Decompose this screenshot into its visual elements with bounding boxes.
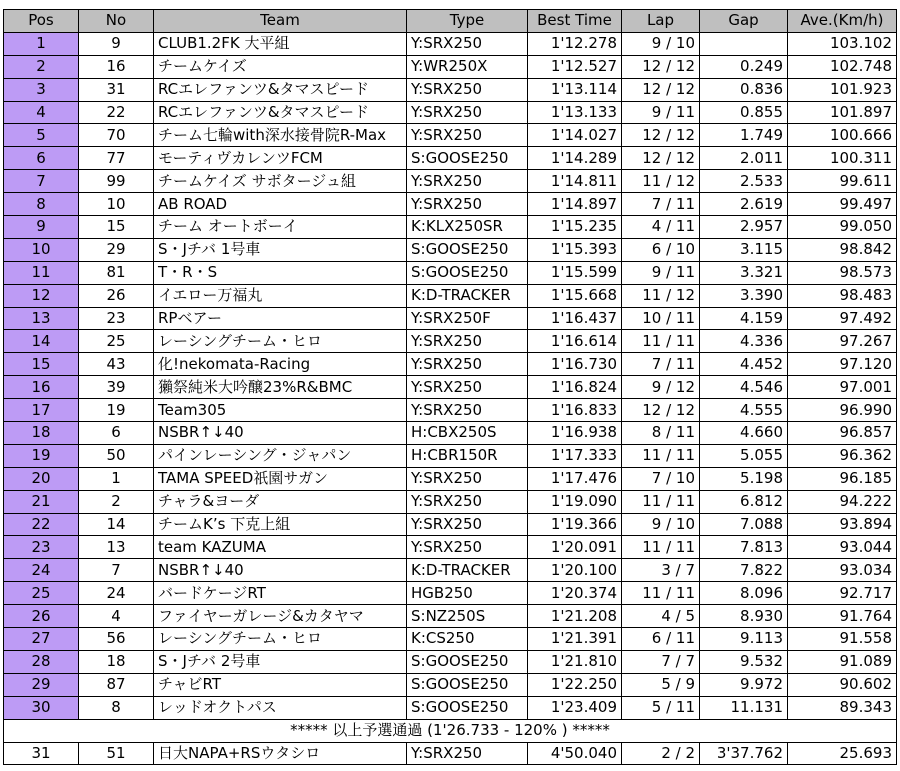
ave-speed-cell: 103.102: [788, 32, 897, 55]
best-time-cell: 1'16.730: [528, 353, 622, 376]
ave-speed-cell: 25.693: [788, 742, 897, 765]
ave-speed-cell: 91.764: [788, 605, 897, 628]
qualifying-cutoff-note: ***** 以上予選通過 (1'26.733 - 120% ) *****: [4, 719, 897, 742]
gap-cell: 3.390: [700, 284, 788, 307]
lap-cell: 11 / 11: [622, 330, 700, 353]
team-cell: チームケイズ: [154, 55, 407, 78]
team-cell: team KAZUMA: [154, 536, 407, 559]
team-cell: バードケージRT: [154, 582, 407, 605]
lap-cell: 9 / 12: [622, 376, 700, 399]
header-no: No: [79, 10, 154, 33]
team-cell: モーティヴカレンツFCM: [154, 147, 407, 170]
type-cell: Y:SRX250: [407, 170, 528, 193]
team-cell: TAMA SPEED祇園サガン: [154, 467, 407, 490]
result-row: [4, 650, 897, 673]
best-time-cell: 1'13.133: [528, 101, 622, 124]
ave-speed-cell: 93.894: [788, 513, 897, 536]
type-cell: S:GOOSE250: [407, 147, 528, 170]
pos-cell: 20: [4, 467, 79, 490]
ave-speed-cell: 101.897: [788, 101, 897, 124]
team-cell: レーシングチーム・ヒロ: [154, 628, 407, 651]
type-cell: Y:SRX250: [407, 330, 528, 353]
type-cell: Y:SRX250F: [407, 307, 528, 330]
type-cell: Y:WR250X: [407, 55, 528, 78]
team-cell: チームK’s 下克上組: [154, 513, 407, 536]
ave-speed-cell: 92.717: [788, 582, 897, 605]
lap-cell: 9 / 11: [622, 101, 700, 124]
ave-speed-cell: 98.573: [788, 261, 897, 284]
lap-cell: 6 / 10: [622, 238, 700, 261]
type-cell: K:D-TRACKER: [407, 559, 528, 582]
type-cell: S:GOOSE250: [407, 261, 528, 284]
lap-cell: 8 / 11: [622, 422, 700, 445]
qualifying-cutoff-row: [4, 719, 897, 742]
team-cell: 獺祭純米大吟醸23%R&BMC: [154, 376, 407, 399]
best-time-cell: 1'15.599: [528, 261, 622, 284]
no-cell: 81: [79, 261, 154, 284]
no-cell: 18: [79, 650, 154, 673]
team-cell: RCエレファンツ&タマスピード: [154, 78, 407, 101]
header-ave-speed: Ave.(Km/h): [788, 10, 897, 33]
pos-cell: 28: [4, 650, 79, 673]
header-type: Type: [407, 10, 528, 33]
no-cell: 19: [79, 399, 154, 422]
ave-speed-cell: 97.120: [788, 353, 897, 376]
gap-cell: 5.198: [700, 467, 788, 490]
best-time-cell: 1'16.437: [528, 307, 622, 330]
team-cell: NSBR↑↓40: [154, 559, 407, 582]
result-row: [4, 101, 897, 124]
result-row: [4, 147, 897, 170]
type-cell: Y:SRX250: [407, 193, 528, 216]
lap-cell: 11 / 12: [622, 170, 700, 193]
pos-cell: 19: [4, 444, 79, 467]
gap-cell: 8.096: [700, 582, 788, 605]
ave-speed-cell: 97.267: [788, 330, 897, 353]
lap-cell: 9 / 10: [622, 513, 700, 536]
header-lap: Lap: [622, 10, 700, 33]
pos-cell: 10: [4, 238, 79, 261]
pos-cell: 2: [4, 55, 79, 78]
type-cell: HGB250: [407, 582, 528, 605]
result-row: [4, 628, 897, 651]
type-cell: Y:SRX250: [407, 513, 528, 536]
gap-cell: 9.113: [700, 628, 788, 651]
best-time-cell: 1'16.833: [528, 399, 622, 422]
lap-cell: 9 / 11: [622, 261, 700, 284]
lap-cell: 7 / 10: [622, 467, 700, 490]
no-cell: 16: [79, 55, 154, 78]
lap-cell: 6 / 11: [622, 628, 700, 651]
no-cell: 26: [79, 284, 154, 307]
lap-cell: 12 / 12: [622, 55, 700, 78]
gap-cell: 11.131: [700, 696, 788, 719]
team-cell: S・Jチバ 2号車: [154, 650, 407, 673]
no-cell: 51: [79, 742, 154, 765]
result-row: [4, 399, 897, 422]
lap-cell: 5 / 9: [622, 673, 700, 696]
type-cell: Y:SRX250: [407, 124, 528, 147]
no-cell: 25: [79, 330, 154, 353]
type-cell: H:CBR150R: [407, 444, 528, 467]
best-time-cell: 1'16.614: [528, 330, 622, 353]
team-cell: 化!nekomata-Racing: [154, 353, 407, 376]
no-cell: 15: [79, 216, 154, 239]
gap-cell: 7.822: [700, 559, 788, 582]
result-row: [4, 353, 897, 376]
ave-speed-cell: 98.842: [788, 238, 897, 261]
best-time-cell: 1'14.811: [528, 170, 622, 193]
pos-cell: 16: [4, 376, 79, 399]
gap-cell: 0.855: [700, 101, 788, 124]
no-cell: 23: [79, 307, 154, 330]
ave-speed-cell: 97.001: [788, 376, 897, 399]
lap-cell: 12 / 12: [622, 147, 700, 170]
pos-cell: 1: [4, 32, 79, 55]
best-time-cell: 1'20.100: [528, 559, 622, 582]
result-row: [4, 261, 897, 284]
gap-cell: 7.088: [700, 513, 788, 536]
pos-cell: 24: [4, 559, 79, 582]
result-row: [4, 170, 897, 193]
gap-cell: 4.660: [700, 422, 788, 445]
best-time-cell: 1'20.374: [528, 582, 622, 605]
result-row: [4, 193, 897, 216]
team-cell: チャラ&ヨーダ: [154, 490, 407, 513]
no-cell: 31: [79, 78, 154, 101]
pos-cell: 7: [4, 170, 79, 193]
lap-cell: 10 / 11: [622, 307, 700, 330]
gap-cell: 4.555: [700, 399, 788, 422]
gap-cell: 0.249: [700, 55, 788, 78]
team-cell: パインレーシング・ジャパン: [154, 444, 407, 467]
no-cell: 13: [79, 536, 154, 559]
gap-cell: 2.011: [700, 147, 788, 170]
result-row: [4, 376, 897, 399]
lap-cell: 11 / 11: [622, 582, 700, 605]
pos-cell: 29: [4, 673, 79, 696]
gap-cell: 9.972: [700, 673, 788, 696]
no-cell: 14: [79, 513, 154, 536]
gap-cell: 8.930: [700, 605, 788, 628]
lap-cell: 4 / 5: [622, 605, 700, 628]
type-cell: S:GOOSE250: [407, 673, 528, 696]
pos-cell: 22: [4, 513, 79, 536]
ave-speed-cell: 94.222: [788, 490, 897, 513]
type-cell: S:NZ250S: [407, 605, 528, 628]
result-row: [4, 444, 897, 467]
pos-cell: 17: [4, 399, 79, 422]
header-gap: Gap: [700, 10, 788, 33]
type-cell: K:KLX250SR: [407, 216, 528, 239]
best-time-cell: 1'17.476: [528, 467, 622, 490]
ave-speed-cell: 91.558: [788, 628, 897, 651]
result-row: [4, 605, 897, 628]
result-row: [4, 536, 897, 559]
team-cell: 日大NAPA+RSウタシロ: [154, 742, 407, 765]
best-time-cell: 1'23.409: [528, 696, 622, 719]
ave-speed-cell: 93.034: [788, 559, 897, 582]
best-time-cell: 1'12.527: [528, 55, 622, 78]
gap-cell: 7.813: [700, 536, 788, 559]
result-row: [4, 284, 897, 307]
pos-cell: 15: [4, 353, 79, 376]
ave-speed-cell: 99.050: [788, 216, 897, 239]
lap-cell: 12 / 12: [622, 399, 700, 422]
best-time-cell: 1'16.824: [528, 376, 622, 399]
best-time-cell: 1'13.114: [528, 78, 622, 101]
pos-cell: 13: [4, 307, 79, 330]
team-cell: RPベアー: [154, 307, 407, 330]
pos-cell: 14: [4, 330, 79, 353]
no-cell: 77: [79, 147, 154, 170]
results-body: [4, 32, 897, 765]
type-cell: K:D-TRACKER: [407, 284, 528, 307]
best-time-cell: 1'19.366: [528, 513, 622, 536]
gap-cell: 1.749: [700, 124, 788, 147]
best-time-cell: 1'17.333: [528, 444, 622, 467]
team-cell: チーム オートボーイ: [154, 216, 407, 239]
lap-cell: 11 / 11: [622, 444, 700, 467]
result-row: [4, 422, 897, 445]
result-row: [4, 78, 897, 101]
header-pos: Pos: [4, 10, 79, 33]
no-cell: 70: [79, 124, 154, 147]
lap-cell: 11 / 12: [622, 284, 700, 307]
type-cell: Y:SRX250: [407, 742, 528, 765]
best-time-cell: 1'22.250: [528, 673, 622, 696]
team-cell: レーシングチーム・ヒロ: [154, 330, 407, 353]
pos-cell: 26: [4, 605, 79, 628]
gap-cell: 2.533: [700, 170, 788, 193]
no-cell: 1: [79, 467, 154, 490]
results-table-wrapper: [3, 9, 897, 765]
type-cell: Y:SRX250: [407, 32, 528, 55]
result-row: [4, 513, 897, 536]
best-time-cell: 4'50.040: [528, 742, 622, 765]
result-row: [4, 490, 897, 513]
ave-speed-cell: 96.857: [788, 422, 897, 445]
header-team: Team: [154, 10, 407, 33]
best-time-cell: 1'12.278: [528, 32, 622, 55]
pos-cell: 27: [4, 628, 79, 651]
lap-cell: 11 / 11: [622, 536, 700, 559]
no-cell: 56: [79, 628, 154, 651]
ave-speed-cell: 99.611: [788, 170, 897, 193]
best-time-cell: 1'15.235: [528, 216, 622, 239]
no-cell: 43: [79, 353, 154, 376]
result-row: [4, 330, 897, 353]
type-cell: Y:SRX250: [407, 467, 528, 490]
gap-cell: 2.619: [700, 193, 788, 216]
type-cell: Y:SRX250: [407, 490, 528, 513]
no-cell: 87: [79, 673, 154, 696]
result-row: [4, 467, 897, 490]
lap-cell: 12 / 12: [622, 124, 700, 147]
ave-speed-cell: 93.044: [788, 536, 897, 559]
gap-cell: 6.812: [700, 490, 788, 513]
no-cell: 8: [79, 696, 154, 719]
type-cell: H:CBX250S: [407, 422, 528, 445]
team-cell: チーム七輪with深水接骨院R-Max: [154, 124, 407, 147]
ave-speed-cell: 96.990: [788, 399, 897, 422]
header-row: [4, 10, 897, 33]
gap-cell: [700, 32, 788, 55]
lap-cell: 9 / 10: [622, 32, 700, 55]
gap-cell: 2.957: [700, 216, 788, 239]
best-time-cell: 1'21.810: [528, 650, 622, 673]
type-cell: Y:SRX250: [407, 399, 528, 422]
best-time-cell: 1'21.391: [528, 628, 622, 651]
team-cell: イエロー万福丸: [154, 284, 407, 307]
lap-cell: 2 / 2: [622, 742, 700, 765]
no-cell: 2: [79, 490, 154, 513]
ave-speed-cell: 90.602: [788, 673, 897, 696]
gap-cell: 4.159: [700, 307, 788, 330]
team-cell: チームケイズ サボタージュ組: [154, 170, 407, 193]
lap-cell: 11 / 11: [622, 490, 700, 513]
no-cell: 99: [79, 170, 154, 193]
pos-cell: 4: [4, 101, 79, 124]
result-row: [4, 216, 897, 239]
result-row: [4, 559, 897, 582]
lap-cell: 12 / 12: [622, 78, 700, 101]
no-cell: 10: [79, 193, 154, 216]
no-cell: 29: [79, 238, 154, 261]
result-row: [4, 673, 897, 696]
no-cell: 4: [79, 605, 154, 628]
ave-speed-cell: 100.666: [788, 124, 897, 147]
ave-speed-cell: 91.089: [788, 650, 897, 673]
no-cell: 50: [79, 444, 154, 467]
type-cell: S:GOOSE250: [407, 238, 528, 261]
gap-cell: 3'37.762: [700, 742, 788, 765]
team-cell: AB ROAD: [154, 193, 407, 216]
pos-cell: 30: [4, 696, 79, 719]
team-cell: NSBR↑↓40: [154, 422, 407, 445]
team-cell: チャビRT: [154, 673, 407, 696]
result-row: [4, 238, 897, 261]
team-cell: S・Jチバ 1号車: [154, 238, 407, 261]
ave-speed-cell: 97.492: [788, 307, 897, 330]
pos-cell: 31: [4, 742, 79, 765]
lap-cell: 3 / 7: [622, 559, 700, 582]
ave-speed-cell: 100.311: [788, 147, 897, 170]
team-cell: Team305: [154, 399, 407, 422]
pos-cell: 3: [4, 78, 79, 101]
best-time-cell: 1'15.668: [528, 284, 622, 307]
best-time-cell: 1'20.091: [528, 536, 622, 559]
gap-cell: 5.055: [700, 444, 788, 467]
ave-speed-cell: 98.483: [788, 284, 897, 307]
type-cell: Y:SRX250: [407, 353, 528, 376]
pos-cell: 8: [4, 193, 79, 216]
pos-cell: 21: [4, 490, 79, 513]
team-cell: ファイヤーガレージ&カタヤマ: [154, 605, 407, 628]
no-cell: 24: [79, 582, 154, 605]
type-cell: K:CS250: [407, 628, 528, 651]
result-row: [4, 696, 897, 719]
team-cell: CLUB1.2FK 大平組: [154, 32, 407, 55]
ave-speed-cell: 101.923: [788, 78, 897, 101]
lap-cell: 5 / 11: [622, 696, 700, 719]
result-row: [4, 55, 897, 78]
no-cell: 39: [79, 376, 154, 399]
best-time-cell: 1'14.027: [528, 124, 622, 147]
ave-speed-cell: 102.748: [788, 55, 897, 78]
lap-cell: 7 / 11: [622, 193, 700, 216]
no-cell: 9: [79, 32, 154, 55]
best-time-cell: 1'15.393: [528, 238, 622, 261]
pos-cell: 23: [4, 536, 79, 559]
result-row: [4, 307, 897, 330]
gap-cell: 9.532: [700, 650, 788, 673]
lap-cell: 4 / 11: [622, 216, 700, 239]
gap-cell: 4.546: [700, 376, 788, 399]
best-time-cell: 1'21.208: [528, 605, 622, 628]
gap-cell: 3.321: [700, 261, 788, 284]
team-cell: レッドオクトパス: [154, 696, 407, 719]
type-cell: Y:SRX250: [407, 78, 528, 101]
pos-cell: 18: [4, 422, 79, 445]
ave-speed-cell: 89.343: [788, 696, 897, 719]
ave-speed-cell: 96.185: [788, 467, 897, 490]
pos-cell: 12: [4, 284, 79, 307]
result-row: [4, 742, 897, 765]
best-time-cell: 1'19.090: [528, 490, 622, 513]
pos-cell: 25: [4, 582, 79, 605]
lap-cell: 7 / 7: [622, 650, 700, 673]
best-time-cell: 1'14.897: [528, 193, 622, 216]
gap-cell: 4.336: [700, 330, 788, 353]
no-cell: 7: [79, 559, 154, 582]
type-cell: Y:SRX250: [407, 376, 528, 399]
result-row: [4, 124, 897, 147]
type-cell: S:GOOSE250: [407, 650, 528, 673]
lap-cell: 7 / 11: [622, 353, 700, 376]
team-cell: RCエレファンツ&タマスピード: [154, 101, 407, 124]
team-cell: T・R・S: [154, 261, 407, 284]
gap-cell: 0.836: [700, 78, 788, 101]
pos-cell: 5: [4, 124, 79, 147]
ave-speed-cell: 99.497: [788, 193, 897, 216]
type-cell: S:GOOSE250: [407, 696, 528, 719]
gap-cell: 4.452: [700, 353, 788, 376]
no-cell: 6: [79, 422, 154, 445]
gap-cell: 3.115: [700, 238, 788, 261]
result-row: [4, 32, 897, 55]
pos-cell: 9: [4, 216, 79, 239]
results-table: [3, 9, 897, 765]
type-cell: Y:SRX250: [407, 101, 528, 124]
type-cell: Y:SRX250: [407, 536, 528, 559]
best-time-cell: 1'14.289: [528, 147, 622, 170]
header-best-time: Best Time: [528, 10, 622, 33]
result-row: [4, 582, 897, 605]
pos-cell: 11: [4, 261, 79, 284]
ave-speed-cell: 96.362: [788, 444, 897, 467]
best-time-cell: 1'16.938: [528, 422, 622, 445]
pos-cell: 6: [4, 147, 79, 170]
no-cell: 22: [79, 101, 154, 124]
